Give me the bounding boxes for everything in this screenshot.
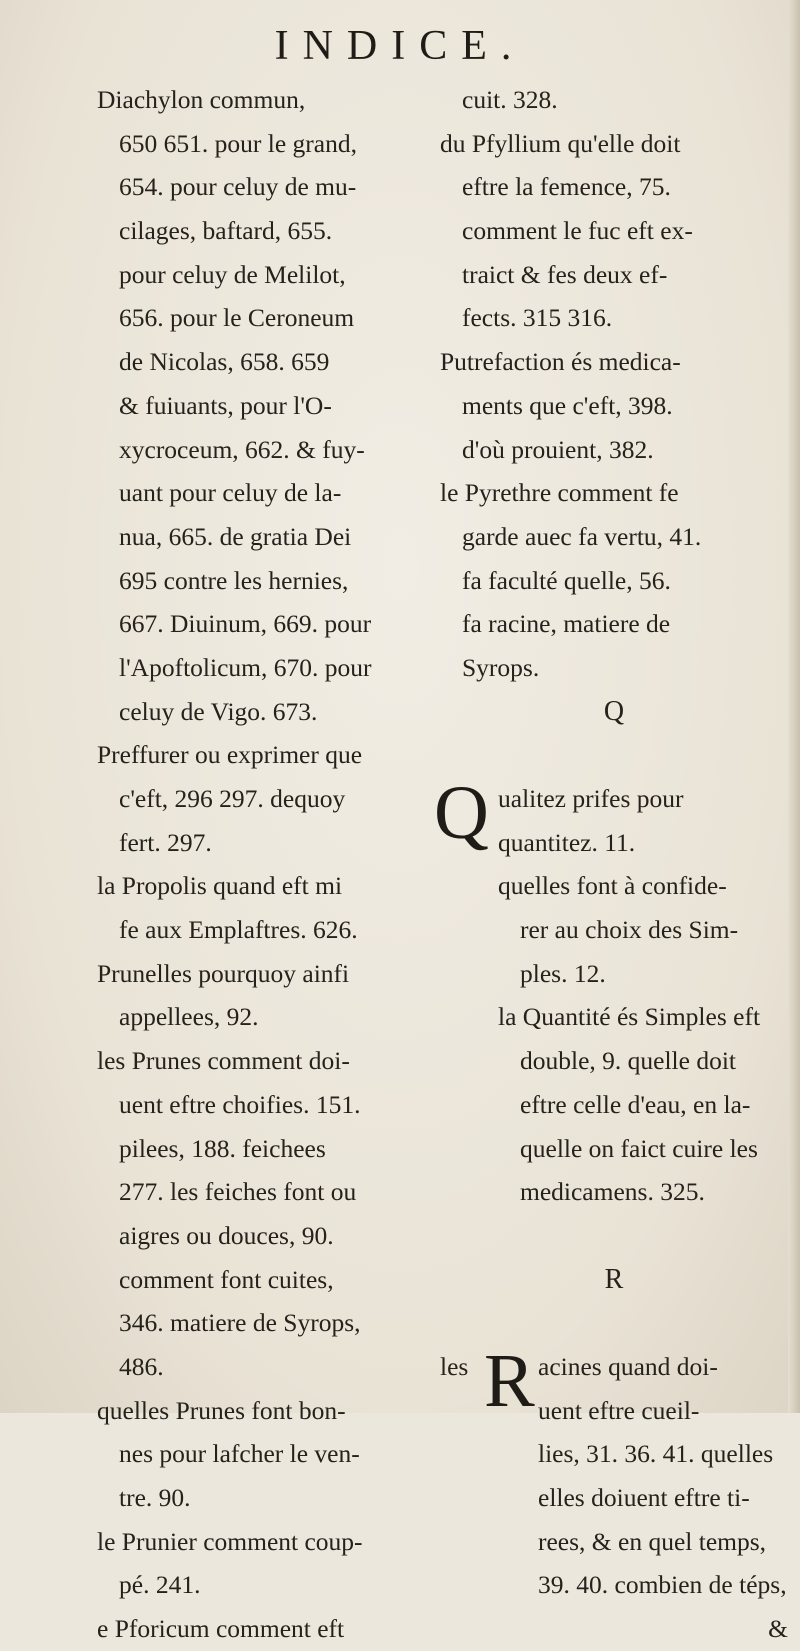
index-line: uent eftre choifies. 151. (119, 1089, 361, 1119)
index-line: & fuiuants, pour l'O- (119, 390, 332, 420)
index-line: quantitez. 11. (498, 827, 636, 857)
index-line: lies, 31. 36. 41. quelles (538, 1439, 774, 1469)
index-line: xycroceum, 662. & fuy- (119, 434, 365, 464)
index-line: uent eftre cueil- (538, 1395, 700, 1425)
index-line: 39. 40. combien de téps, (538, 1570, 787, 1600)
index-line: fa faculté quelle, 56. (462, 565, 671, 595)
index-line: l'Apoftolicum, 670. pour (119, 652, 372, 682)
index-line: d'où prouient, 382. (462, 434, 654, 464)
index-line: pé. 241. (119, 1570, 201, 1600)
left-column (97, 78, 425, 1651)
index-line: Syrops. (462, 652, 540, 682)
index-line: rer au choix des Sim- (520, 915, 739, 945)
index-line: aigres ou douces, 90. (119, 1220, 334, 1250)
index-line: acines quand doi- (538, 1351, 718, 1381)
r-prefix: les (440, 1351, 469, 1381)
index-line: traict & fes deux ef- (462, 259, 668, 289)
index-line: quelles font à confide- (498, 871, 727, 901)
index-line: quelle on faict cuire les (520, 1133, 758, 1163)
spacer (440, 1214, 788, 1258)
index-line: garde auec fa vertu, 41. (462, 521, 702, 551)
q-section (434, 771, 788, 1214)
index-line: ments que c'eft, 398. (462, 390, 673, 420)
index-line: cilages, baftard, 655. (119, 216, 333, 246)
index-line: 277. les feiches font ou (119, 1177, 357, 1207)
index-line: nes pour lafcher le ven- (119, 1439, 360, 1469)
dropcap-q: Q (434, 771, 489, 855)
index-line: la Quantité és Simples eft (498, 1002, 761, 1032)
index-line: 667. Diuinum, 669. pour (119, 609, 372, 639)
index-line: rees, & en quel temps, (538, 1526, 767, 1556)
index-line: Putrefaction és medica- (440, 347, 681, 377)
index-line: eftre la femence, 75. (462, 172, 671, 202)
index-line: Diachylon commun, (97, 85, 306, 114)
index-line: appellees, 92. (119, 1002, 259, 1032)
page-header: INDICE. (274, 23, 526, 69)
index-line: uant pour celuy de la- (119, 478, 342, 508)
index-line: les Prunes comment doi- (97, 1046, 350, 1076)
index-line: cuit. 328. (462, 85, 558, 114)
q-entries (440, 777, 788, 1214)
index-line: double, 9. quelle doit (520, 1046, 737, 1076)
section-letter-r: R (604, 1263, 624, 1295)
index-line: le Pyrethre comment fe (440, 478, 679, 508)
index-line: celuy de Vigo. 673. (119, 696, 318, 726)
index-line: 656. pour le Ceroneum (119, 303, 355, 333)
index-line: fa racine, matiere de (462, 609, 671, 639)
index-line: la Propolis quand eft mi (97, 871, 343, 901)
index-line: 346. matiere de Syrops, (119, 1308, 361, 1338)
index-line: c'eft, 296 297. dequoy (119, 784, 346, 813)
index-line: comment font cuites, (119, 1264, 334, 1294)
index-line: fects. 315 316. (462, 303, 613, 333)
index-line: 654. pour celuy de mu- (119, 172, 357, 202)
index-line: medicamens. 325. (520, 1177, 705, 1207)
index-line: fert. 297. (119, 827, 212, 857)
spacer (440, 733, 788, 777)
index-line: 695 contre les hernies, (119, 565, 349, 595)
index-line: le Prunier comment coup- (97, 1526, 363, 1556)
r-section (440, 1338, 788, 1607)
index-line: 650 651. pour le grand, (119, 128, 357, 158)
index-line: elles doiuent eftre ti- (538, 1483, 750, 1512)
index-line: pour celuy de Melilot, (119, 259, 346, 289)
dropcap-r: R (484, 1338, 535, 1423)
index-line: e Pforicum comment eft (97, 1614, 345, 1644)
index-line: quelles Prunes font bon- (97, 1395, 346, 1425)
p-entries (440, 78, 788, 690)
page-edge (788, 0, 800, 1413)
index-line: 486. (119, 1351, 164, 1381)
index-line: Preffurer ou exprimer que (97, 740, 363, 770)
index-line: ples. 12. (520, 958, 606, 988)
index-line: nua, 665. de gratia Dei (119, 521, 352, 551)
right-column (434, 78, 788, 1651)
index-line: pilees, 188. feichees (119, 1133, 326, 1163)
index-line: du Pfyllium qu'elle doit (440, 128, 681, 158)
index-line: eftre celle d'eau, en la- (520, 1089, 751, 1119)
index-line: Prunelles pourquoy ainfi (97, 958, 350, 988)
index-line: de Nicolas, 658. 659 (119, 347, 330, 377)
index-line: comment le fuc eft ex- (462, 216, 693, 246)
index-line: fe aux Emplaftres. 626. (119, 915, 358, 945)
catchword: & (768, 1614, 788, 1644)
section-letter-q: Q (603, 695, 625, 727)
index-line: tre. 90. (119, 1483, 191, 1512)
index-line: ualitez prifes pour (498, 784, 684, 813)
